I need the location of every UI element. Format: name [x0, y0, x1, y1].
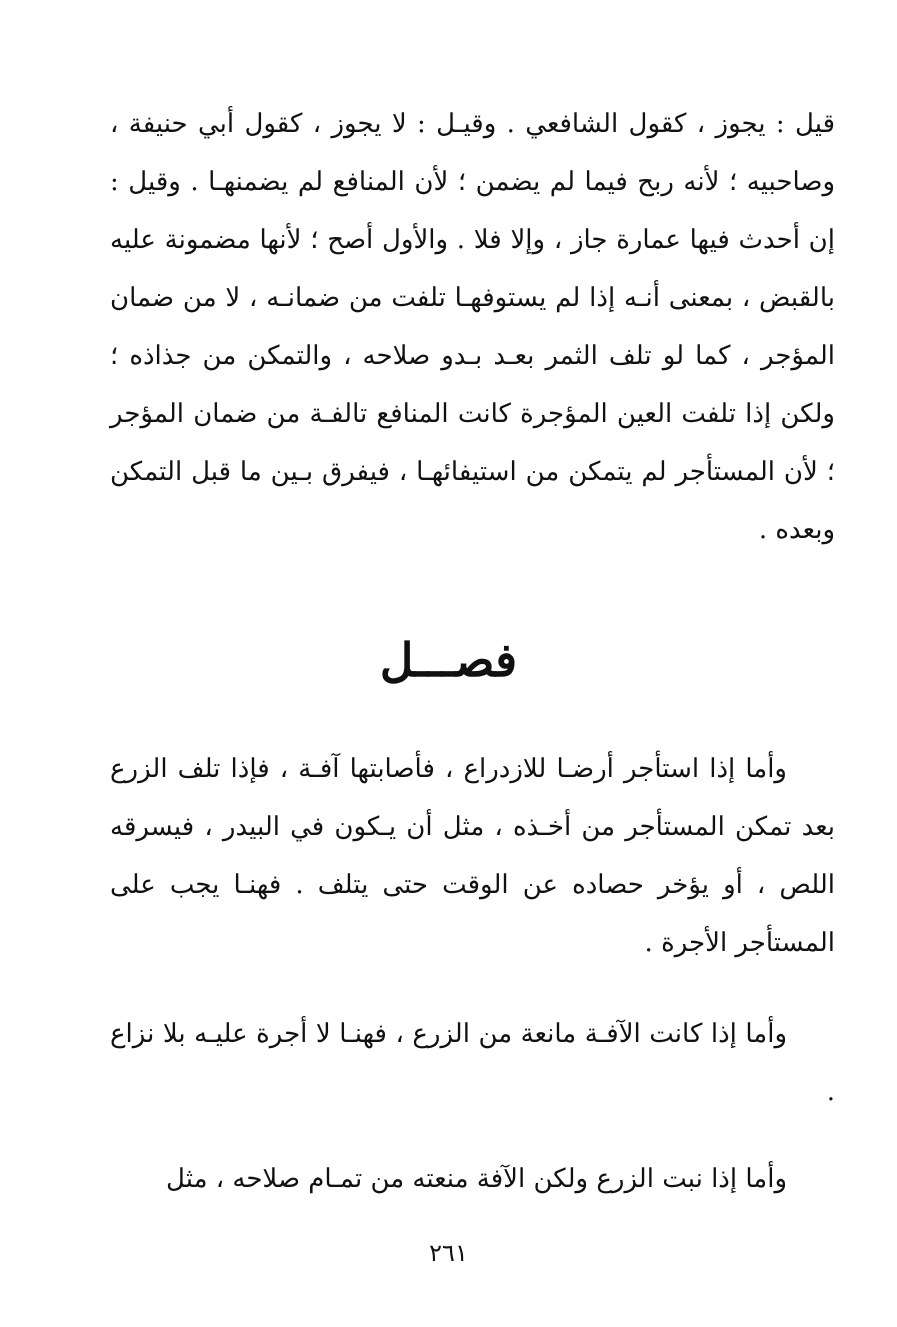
- paragraph-text: قيل : يجوز ، كقول الشافعي . وقيـل : لا يجوز ، كقول أبي حنيفة ، وصاحبيه ؛ لأنه ربح فيما لم يضمن ؛ لأن المنافع لم يضمنهـا . وقيل : إن أحدث فيها عمارة جاز ، وإلا فلا . والأول أصح ؛ لأنها مضمونة عليه بالقبض ، بمعنى أنـه إذا لم يستوفهـا تلفت من ضمانـه ، لا من ضمان المؤجر ، كما لو تلف الثمر بعـد بـدو صلاحه ، والتمكن من جذاذه ؛ ولكن إذا تلفت العين المؤجرة كانت المنافع تالفـة من ضمان المؤجر ؛ لأن المستأجر لم يتمكن من استيفائهـا ، فيفرق بـين ما قبل التمكن وبعده .: [110, 109, 835, 545]
- paragraph-text: وأما إذا كانت الآفـة مانعة من الزرع ، فهنـا لا أجرة عليـه بلا نزاع .: [110, 1019, 835, 1107]
- paragraph-3: [110, 1005, 835, 1121]
- page-number: ٢٦١: [429, 1239, 468, 1267]
- paragraph-2: [110, 740, 835, 972]
- paragraph-text: وأما إذا استأجر أرضـا للازدراع ، فأصابتها آفـة ، فإذا تلف الزرع بعد تمكن المستأجر من أخـذه ، مثل أن يـكون في البيدر ، فيسرقه اللص ، أو يؤخر حصاده عن الوقت حتى يتلف . فهنـا يجب على المستأجر الأجرة .: [110, 754, 835, 958]
- section-heading: فصـــل: [379, 633, 518, 687]
- paragraph-text: وأما إذا نبت الزرع ولكن الآفة منعته من تمـام صلاحه ، مثل: [166, 1164, 787, 1194]
- paragraph-4: [110, 1150, 835, 1208]
- paragraph-continuation: [110, 95, 835, 559]
